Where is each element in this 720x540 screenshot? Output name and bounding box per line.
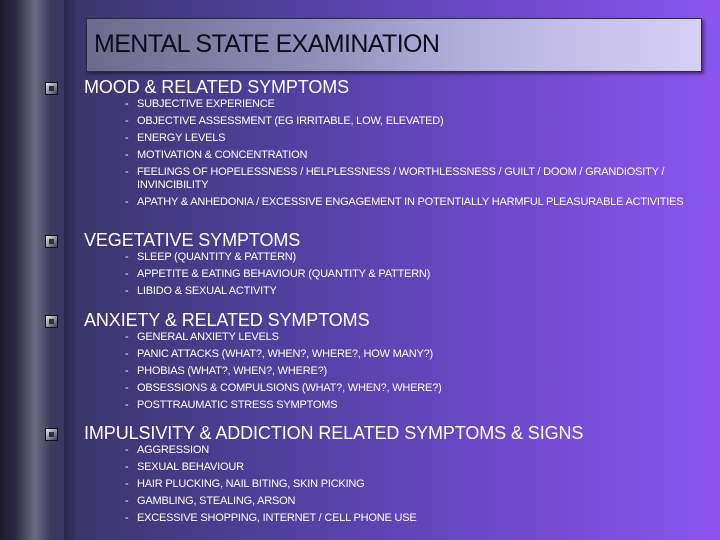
list-item: - POSTTRAUMATIC STRESS SYMPTOMS: [125, 399, 695, 412]
list-item: - APATHY & ANHEDONIA / EXCESSIVE ENGAGEMENT IN POTENTIALLY HARMFUL PLEASURABLE ACTIVITIES: [125, 196, 695, 209]
list-item: - SLEEP (QUANTITY & PATTERN): [125, 251, 695, 264]
list-item: - ENERGY LEVELS: [125, 132, 695, 145]
list-item: - LIBIDO & SEXUAL ACTIVITY: [125, 285, 695, 298]
list-item: - SUBJECTIVE EXPERIENCE: [125, 98, 695, 111]
list-item: - PHOBIAS (WHAT?, WHEN?, WHERE?): [125, 365, 695, 378]
left-band-shadow: [64, 0, 78, 540]
list-item: - FEELINGS OF HOPELESSNESS / HELPLESSNESS / WORTHLESSNESS / GUILT / DOOM / GRANDIOSITY / INVINCIBILITY: [125, 166, 695, 192]
square-bullet-icon: [45, 428, 58, 441]
square-bullet-icon: [45, 235, 58, 248]
list-item: - PANIC ATTACKS (WHAT?, WHEN?, WHERE?, HOW MANY?): [125, 348, 695, 361]
list-item: - AGGRESSION: [125, 444, 695, 457]
list-item: - APPETITE & EATING BEHAVIOUR (QUANTITY & PATTERN): [125, 268, 695, 281]
left-decorative-band: [0, 0, 64, 540]
title-box: [86, 18, 702, 72]
section-items: [125, 98, 695, 213]
slide-title: MENTAL STATE EXAMINATION: [94, 30, 440, 58]
list-item: - EXCESSIVE SHOPPING, INTERNET / CELL PHONE USE: [125, 512, 695, 525]
list-item: - GAMBLING, STEALING, ARSON: [125, 495, 695, 508]
section-items: [125, 331, 695, 416]
square-bullet-icon: [45, 82, 58, 95]
section-heading: ANXIETY & RELATED SYMPTOMS: [84, 310, 370, 330]
list-item: - MOTIVATION & CONCENTRATION: [125, 149, 695, 162]
list-item: - SEXUAL BEHAVIOUR: [125, 461, 695, 474]
section-heading: VEGETATIVE SYMPTOMS: [84, 230, 301, 250]
list-item: - HAIR PLUCKING, NAIL BITING, SKIN PICKING: [125, 478, 695, 491]
section-items: [125, 251, 695, 302]
section-items: [125, 444, 695, 529]
section-heading: MOOD & RELATED SYMPTOMS: [84, 77, 350, 97]
list-item: - GENERAL ANXIETY LEVELS: [125, 331, 695, 344]
section-heading: IMPULSIVITY & ADDICTION RELATED SYMPTOMS & SIGNS: [84, 423, 584, 443]
square-bullet-icon: [45, 315, 58, 328]
list-item: - OBJECTIVE ASSESSMENT (EG IRRITABLE, LOW, ELEVATED): [125, 115, 695, 128]
list-item: - OBSESSIONS & COMPULSIONS (WHAT?, WHEN?, WHERE?): [125, 382, 695, 395]
